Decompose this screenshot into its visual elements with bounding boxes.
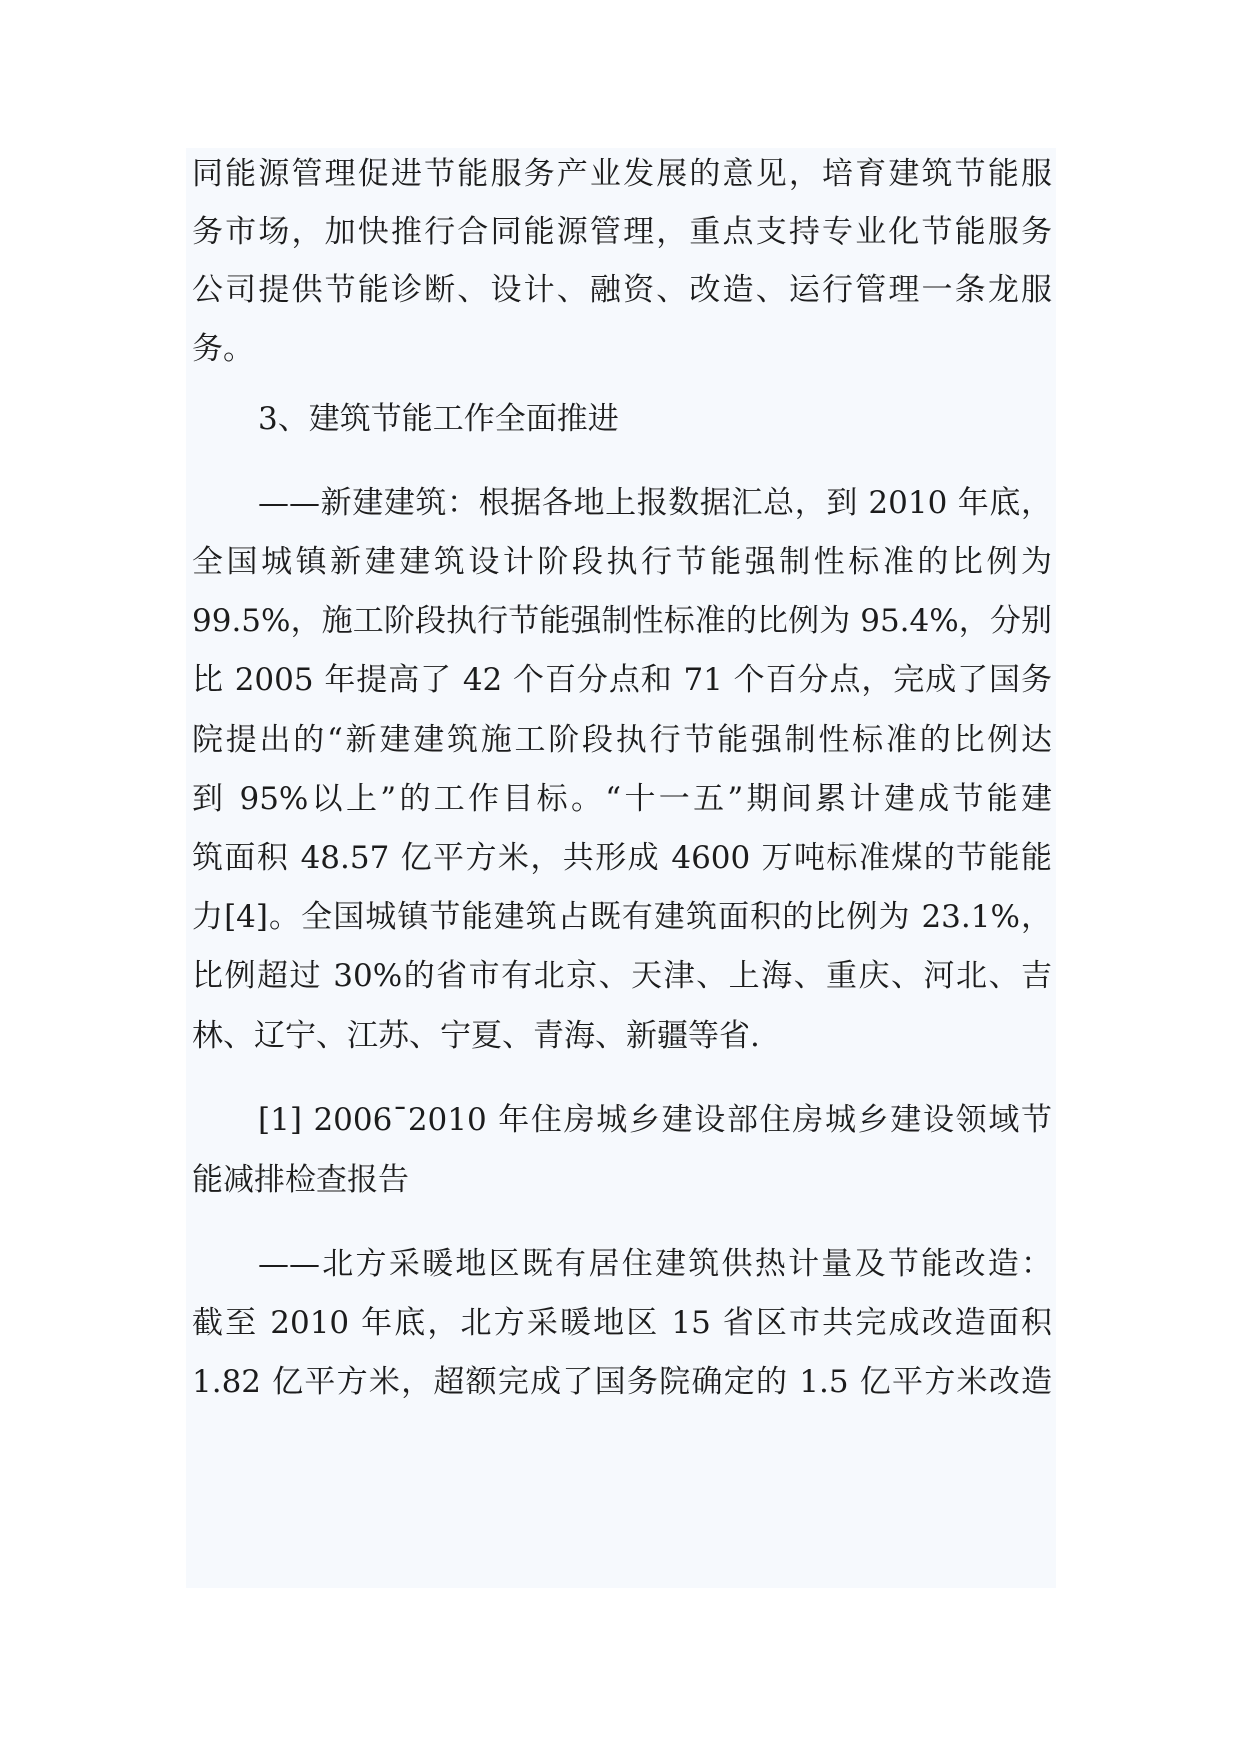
paragraph-line: 务。 xyxy=(192,331,254,367)
paragraph-line: 99.5%，施工阶段执行节能强制性标准的比例为 95.4%，分别 xyxy=(192,603,1052,639)
paragraph-line: 截至 2010 年底，北方采暖地区 15 省区市共完成改造面积 xyxy=(192,1305,1052,1341)
paragraph-line: ——新建建筑：根据各地上报数据汇总，到 2010 年底， xyxy=(258,485,1052,521)
paragraph-line: 到 95%以上”的工作目标。“十一五”期间累计建成节能建 xyxy=(192,781,1052,817)
text-body xyxy=(186,148,1056,1588)
paragraph-line: 林、辽宁、江苏、宁夏、青海、新疆等省. xyxy=(192,1018,760,1054)
paragraph-line: 1.82 亿平方米，超额完成了国务院确定的 1.5 亿平方米改造 xyxy=(192,1364,1052,1400)
paragraph-line: 同能源管理促进节能服务产业发展的意见，培育建筑节能服 xyxy=(192,156,1052,192)
section-heading: 3、建筑节能工作全面推进 xyxy=(258,401,619,437)
paragraph-line: 院提出的“新建建筑施工阶段执行节能强制性标准的比例达 xyxy=(192,722,1052,758)
paragraph-line: 务市场，加快推行合同能源管理，重点支持专业化节能服务 xyxy=(192,214,1052,250)
paragraph-line: 力[4]。全国城镇节能建筑占既有建筑面积的比例为 23.1%， xyxy=(192,899,1052,935)
paragraph-line: 筑面积 48.57 亿平方米，共形成 4600 万吨标准煤的节能能 xyxy=(192,840,1052,876)
paragraph-line: 比 2005 年提高了 42 个百分点和 71 个百分点，完成了国务 xyxy=(192,662,1052,698)
footnote-line: 能减排检查报告 xyxy=(192,1162,409,1198)
paragraph-line: 公司提供节能诊断、设计、融资、改造、运行管理一条龙服 xyxy=(192,272,1052,308)
footnote-line: [1] 2006¯2010 年住房城乡建设部住房城乡建设领域节 xyxy=(258,1102,1052,1138)
paragraph-line: 全国城镇新建建筑设计阶段执行节能强制性标准的比例为 xyxy=(192,544,1052,580)
paragraph-line: ——北方采暖地区既有居住建筑供热计量及节能改造： xyxy=(258,1246,1052,1282)
paragraph-line: 比例超过 30%的省市有北京、天津、上海、重庆、河北、吉 xyxy=(192,958,1052,994)
